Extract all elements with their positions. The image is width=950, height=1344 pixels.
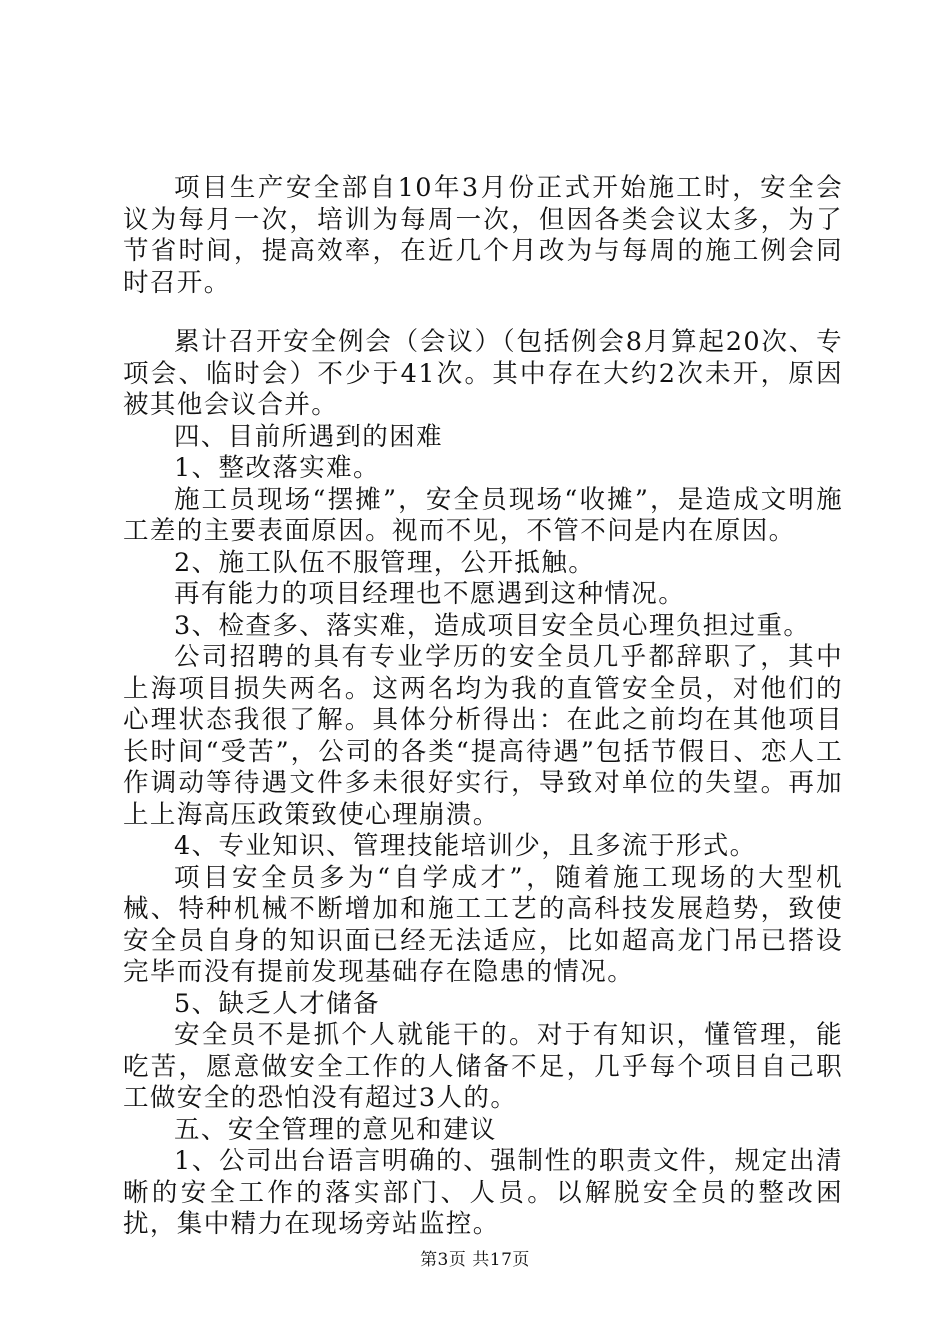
subsection-heading: 2、施工队伍不服管理，公开抵触。 <box>174 547 596 578</box>
subsection-heading: 5、缺乏人才储备 <box>174 988 380 1019</box>
page-number-footer: 第3页 共17页 <box>420 1250 530 1270</box>
document-body <box>123 173 843 1241</box>
section-heading: 五、安全管理的意见和建议 <box>174 1114 497 1145</box>
paragraph: 施工员现场“摆摊”，安全员现场“收摊”，是造成文明施工差的主要表面原因。视而不见，不管不问是内在原因。 <box>123 484 843 546</box>
paragraph: 累计召开安全例会（会议）（包括例会8月算起20次、专项会、临时会）不少于41次。其中存在大约2次未开，原因被其他会议合并。 <box>123 327 843 420</box>
paragraph: 项目生产安全部自10年3月份正式开始施工时，安全会议为每月一次，培训为每周一次，但因各类会议太多，为了节省时间，提高效率，在近几个月改为与每周的施工例会同时召开。 <box>123 173 843 298</box>
paragraph: 项目安全员多为“自学成才”，随着施工现场的大型机械、特种机械不断增加和施工工艺的高科技发展趋势，致使安全员自身的知识面已经无法适应，比如超高龙门吊已搭设完毕而没有提前发现基础存在隐患的情况。 <box>123 862 843 987</box>
subsection-heading: 1、整改落实难。 <box>174 453 380 483</box>
subsection-heading: 4、专业知识、管理技能培训少，且多流于形式。 <box>174 831 757 861</box>
paragraph: 再有能力的项目经理也不愿遇到这种情况。 <box>174 579 686 609</box>
paragraph: 安全员不是抓个人就能干的。对于有知识，懂管理，能吃苦，愿意做安全工作的人储备不足，几乎每个项目自己职工做安全的恐怕没有超过3人的。 <box>123 1020 843 1113</box>
paragraph: 1、公司出台语言明确的、强制性的职责文件，规定出清晰的安全工作的落实部门、人员。以解脱安全员的整改困扰，集中精力在现场旁站监控。 <box>123 1146 843 1239</box>
section-heading: 四、目前所遇到的困难 <box>174 421 444 452</box>
paragraph: 公司招聘的具有专业学历的安全员几乎都辞职了，其中上海项目损失两名。这两名均为我的直管安全员，对他们的心理状态我很了解。具体分析得出：在此之前均在其他项目长时间“受苦”，公司的各类“提高待遇”包括节假日、恋人工作调动等待遇文件多未很好实行，导致对单位的失望。再加上上海高压政策致使心理崩溃。 <box>123 642 843 830</box>
subsection-heading: 3、检查多、落实难，造成项目安全员心理负担过重。 <box>174 610 811 641</box>
